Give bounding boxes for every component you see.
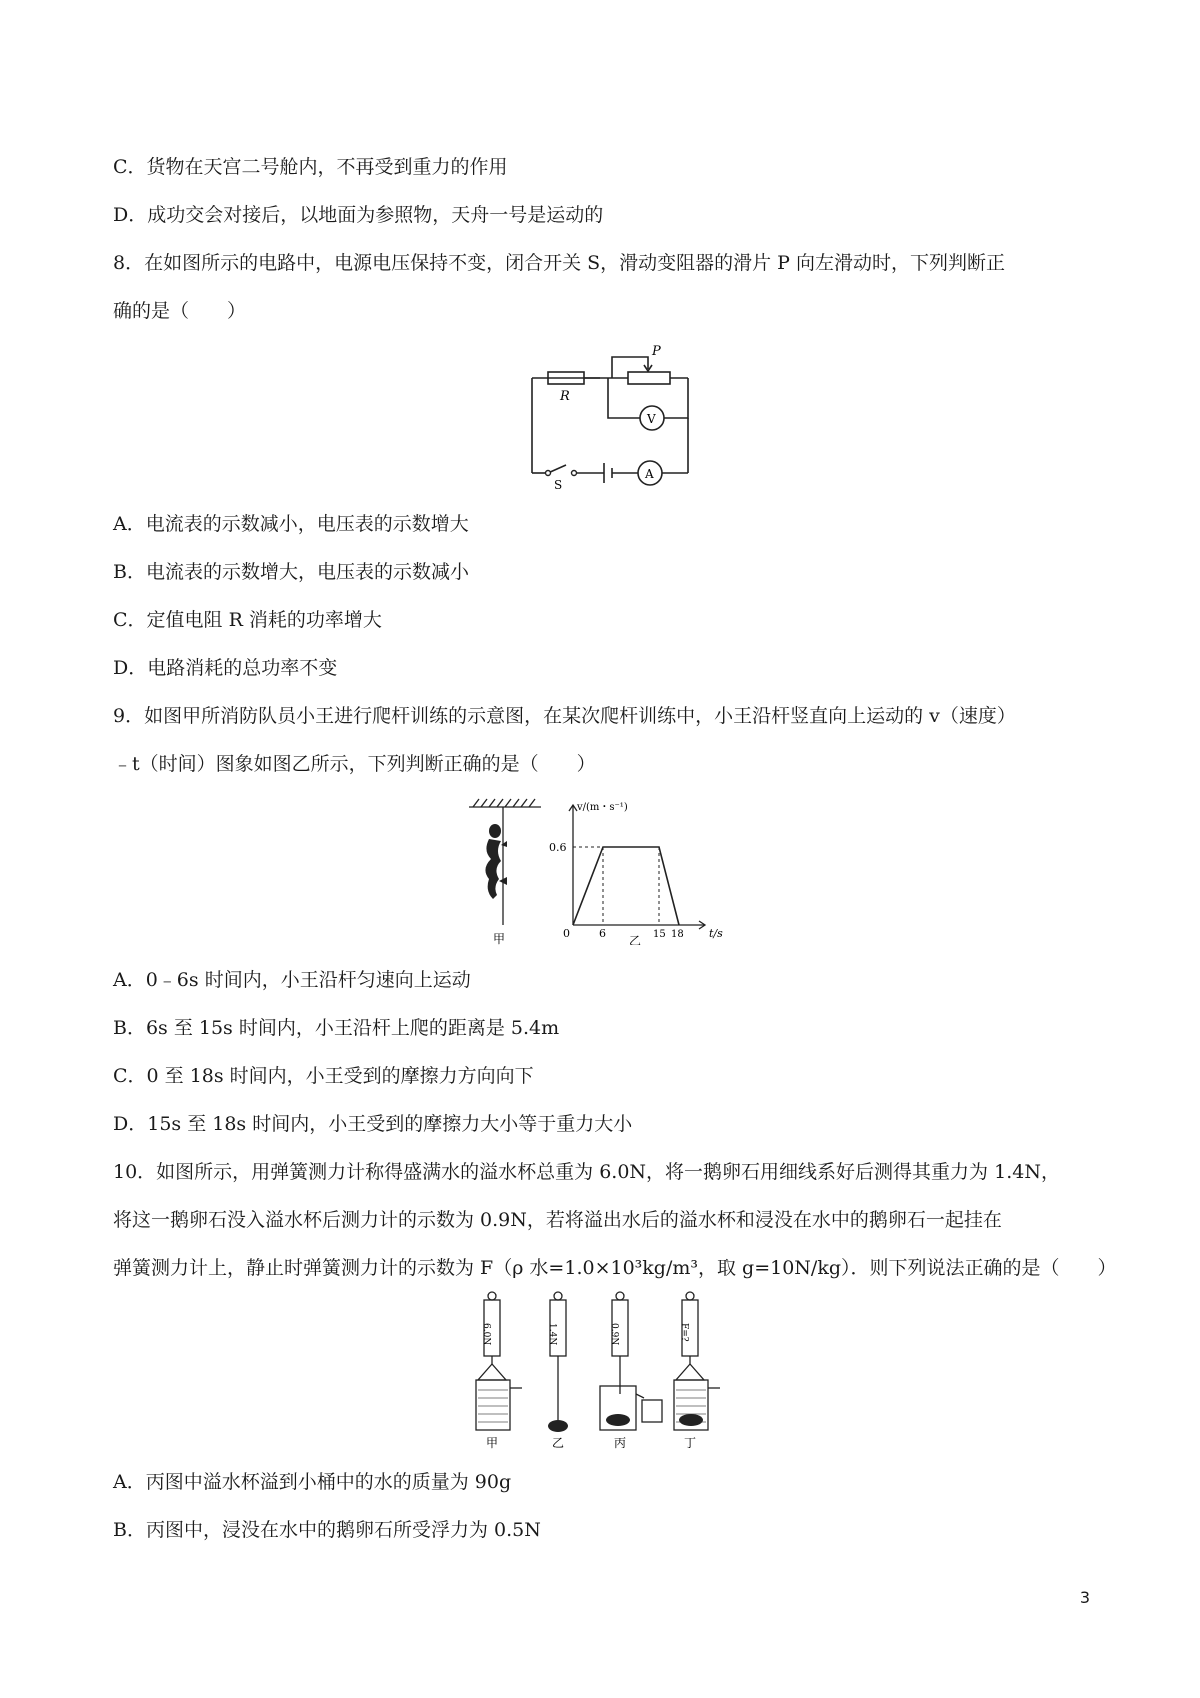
tick-x-18: 18 bbox=[671, 929, 684, 940]
label-r: R bbox=[560, 389, 570, 404]
circuit-diagram bbox=[520, 345, 700, 490]
question-10-line-3: 弹簧测力计上，静止时弹簧测力计的示数为 F（ρ 水=1.0×10³kg/m³，取 g=10N/kg）．则下列说法正确的是（ ） bbox=[113, 1257, 1117, 1279]
question-8-line-1: 8．在如图所示的电路中，电源电压保持不变，闭合开关 S，滑动变阻器的滑片 P 向左滑动时，下列判断正 bbox=[113, 252, 1006, 274]
question-10-line-2: 将这一鹅卵石没入溢水杯后测力计的示数为 0.9N，若将溢出水后的溢水杯和浸没在水中的鹅卵石一起挂在 bbox=[113, 1209, 1002, 1231]
label-ding-scale: 丁 bbox=[684, 1436, 697, 1450]
pebble-icon bbox=[548, 1420, 568, 1432]
scale-2-reading: 1.4N bbox=[547, 1323, 557, 1346]
vt-graph bbox=[569, 805, 705, 929]
question-8-line-2: 确的是（ ） bbox=[113, 300, 247, 322]
option-a-q10: A．丙图中溢水杯溢到小桶中的水的质量为 90g bbox=[113, 1471, 512, 1493]
tick-x-6: 6 bbox=[599, 927, 606, 940]
label-s: S bbox=[554, 478, 563, 490]
question-9-line-1: 9．如图甲所消防队员小王进行爬杆训练的示意图，在某次爬杆训练中，小王沿杆竖直向上运动的 v（速度） bbox=[113, 705, 1016, 727]
label-p: P bbox=[652, 345, 661, 359]
scale-3-reading: 0.9N bbox=[609, 1323, 619, 1346]
rheostat bbox=[628, 372, 670, 384]
scale-1-reading: 6.0N bbox=[481, 1323, 491, 1346]
option-d-q8: D．电路消耗的总功率不变 bbox=[113, 657, 338, 679]
label-a: A bbox=[645, 467, 654, 481]
option-b-q10: B．丙图中，浸没在水中的鹅卵石所受浮力为 0.5N bbox=[113, 1519, 541, 1541]
label-yi: 乙 bbox=[629, 934, 642, 945]
page-number: 3 bbox=[1079, 1588, 1090, 1607]
option-c-q8: C．定值电阻 R 消耗的功率增大 bbox=[113, 609, 382, 631]
label-jia-scale: 甲 bbox=[486, 1436, 499, 1450]
option-a-q8: A．电流表的示数减小，电压表的示数增大 bbox=[113, 513, 469, 535]
question-9-line-2: ﹣t（时间）图象如图乙所示，下列判断正确的是（ ） bbox=[113, 753, 596, 775]
option-d-q9: D．15s 至 18s 时间内，小王受到的摩擦力大小等于重力大小 bbox=[113, 1113, 633, 1135]
label-jia: 甲 bbox=[493, 932, 506, 945]
graph-y-label: v/(m・s⁻¹) bbox=[577, 802, 628, 813]
option-b-q9: B．6s 至 15s 时间内，小王沿杆上爬的距离是 5.4m bbox=[113, 1017, 560, 1039]
label-bing-scale: 丙 bbox=[614, 1436, 627, 1450]
label-v: V bbox=[647, 412, 656, 426]
spring-scale-figure bbox=[470, 1290, 740, 1450]
vt-line bbox=[573, 847, 679, 925]
tick-x-15: 15 bbox=[653, 929, 666, 940]
label-yi-scale: 乙 bbox=[552, 1436, 565, 1450]
scale-4-reading: F=? bbox=[679, 1323, 689, 1342]
graph-x-label: t/s bbox=[709, 927, 723, 940]
option-c-q9: C．0 至 18s 时间内，小王受到的摩擦力方向向下 bbox=[113, 1065, 534, 1087]
option-d-q7: D．成功交会对接后，以地面为参照物，天舟一号是运动的 bbox=[113, 204, 604, 226]
question-10-line-1: 10．如图所示，用弹簧测力计称得盛满水的溢水杯总重为 6.0N，将一鹅卵石用细线系好后测得其重力为 1.4N， bbox=[113, 1161, 1060, 1183]
tick-origin: 0 bbox=[563, 927, 570, 940]
climber-icon bbox=[485, 824, 507, 899]
option-b-q8: B．电流表的示数增大，电压表的示数减小 bbox=[113, 561, 469, 583]
option-c-q7: C．货物在天宫二号舱内，不再受到重力的作用 bbox=[113, 156, 508, 178]
option-a-q9: A．0﹣6s 时间内，小王沿杆匀速向上运动 bbox=[113, 969, 471, 991]
tick-y-06: 0.6 bbox=[549, 841, 567, 854]
climbing-figure bbox=[465, 795, 745, 945]
